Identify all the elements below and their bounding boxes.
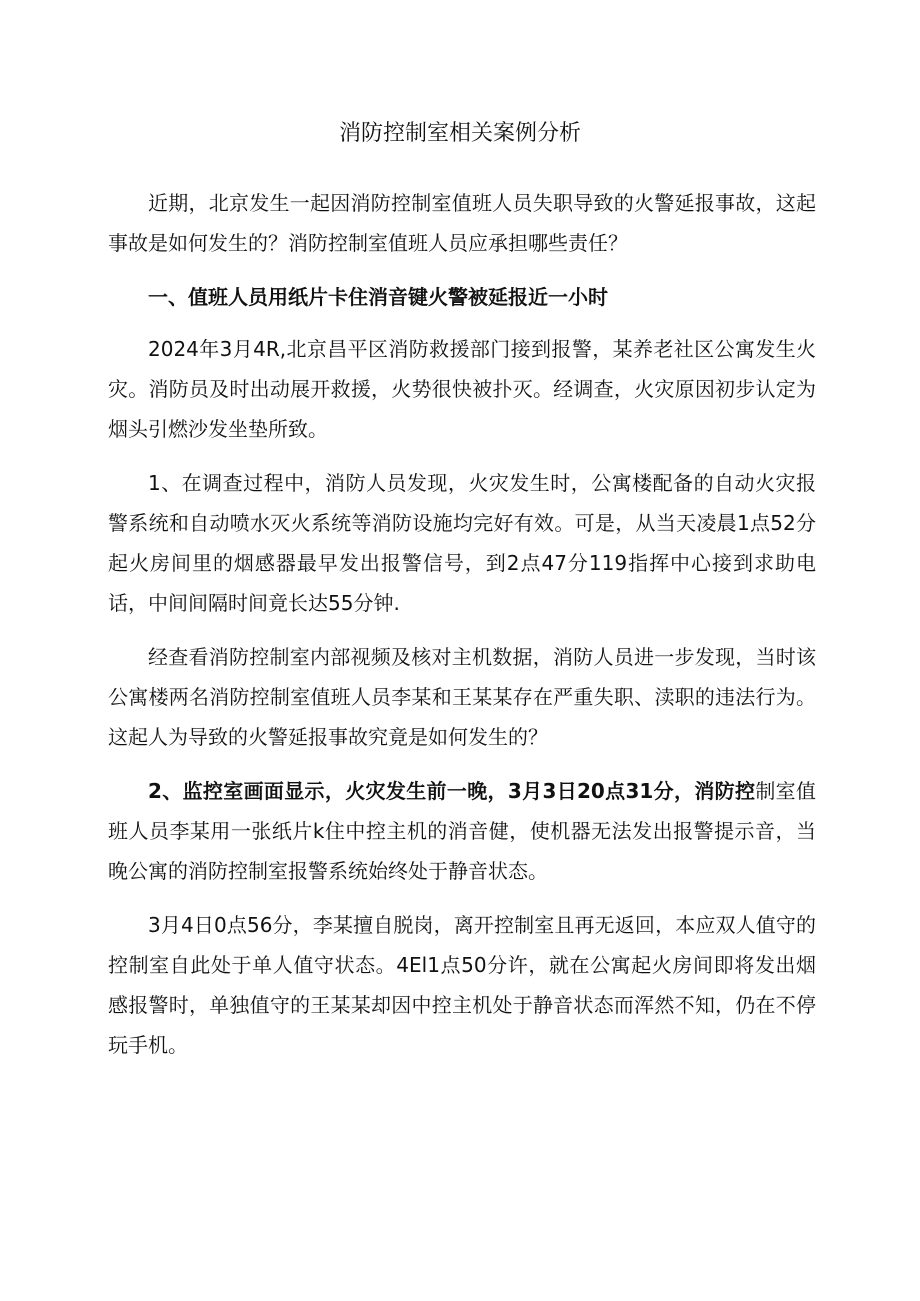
paragraph-finding-2 [108, 771, 816, 891]
paragraph-finding-2-bold: 2、监控室画面显示，火灾发生前一晚，3月3日20点31分，消防控 [148, 779, 756, 803]
paragraph-timeline: 3月4日0点56分，李某擅自脱岗，离开控制室且再无返回，本应双人值守的控制室自此处于单人值守状态。4El1点50分许，就在公寓起火房间即将发出烟感报警时，单独值守的王某某却因中控主机处于静音状态而浑然不知，仍在不停玩手机。 [108, 913, 816, 1057]
paragraph-investigation: 经查看消防控制室内部视频及核对主机数据，消防人员进一步发现，当时该公寓楼两名消防控制室值班人员李某和王某某存在严重失职、渎职的违法行为。这起人为导致的火警延报事故究竟是如何发生的？ [108, 645, 816, 749]
document-title: 消防控制室相关案例分析 [338, 121, 581, 146]
paragraph-finding-2-rest: 制室值班人员李某用一张纸片k住中控主机的消音健，使机器无法发出报警提示音，当晚公寓的消防控制室报警系统始终处于静音状态。 [108, 779, 817, 883]
paragraph-intro: 近期，北京发生一起因消防控制室值班人员失职导致的火警延报事故，这起事故是如何发生的？消防控制室值班人员应承担哪些责任？ [108, 191, 816, 255]
section-heading-1: 一、值班人员用纸片卡住消音键火警被延报近一小时 [148, 285, 608, 309]
document-body [108, 183, 816, 1079]
paragraph-finding-1: 1、在调查过程中，消防人员发现，火灾发生时，公寓楼配备的自动火灾报警系统和自动喷水灭火系统等消防设施均完好有效。可是，从当天凌晨1点52分起火房间里的烟感器最早发出报警信号，到2点47分119指挥中心接到求助电话，中间间隔时间竟长达55分钟. [108, 471, 816, 615]
paragraph-incident: 2024年3月4R,北京昌平区消防救援部门接到报警，某养老社区公寓发生火灾。消防员及时出动展开救援，火势很快被扑灭。经调查，火灾原因初步认定为烟头引燃沙发坐垫所致。 [108, 337, 816, 441]
